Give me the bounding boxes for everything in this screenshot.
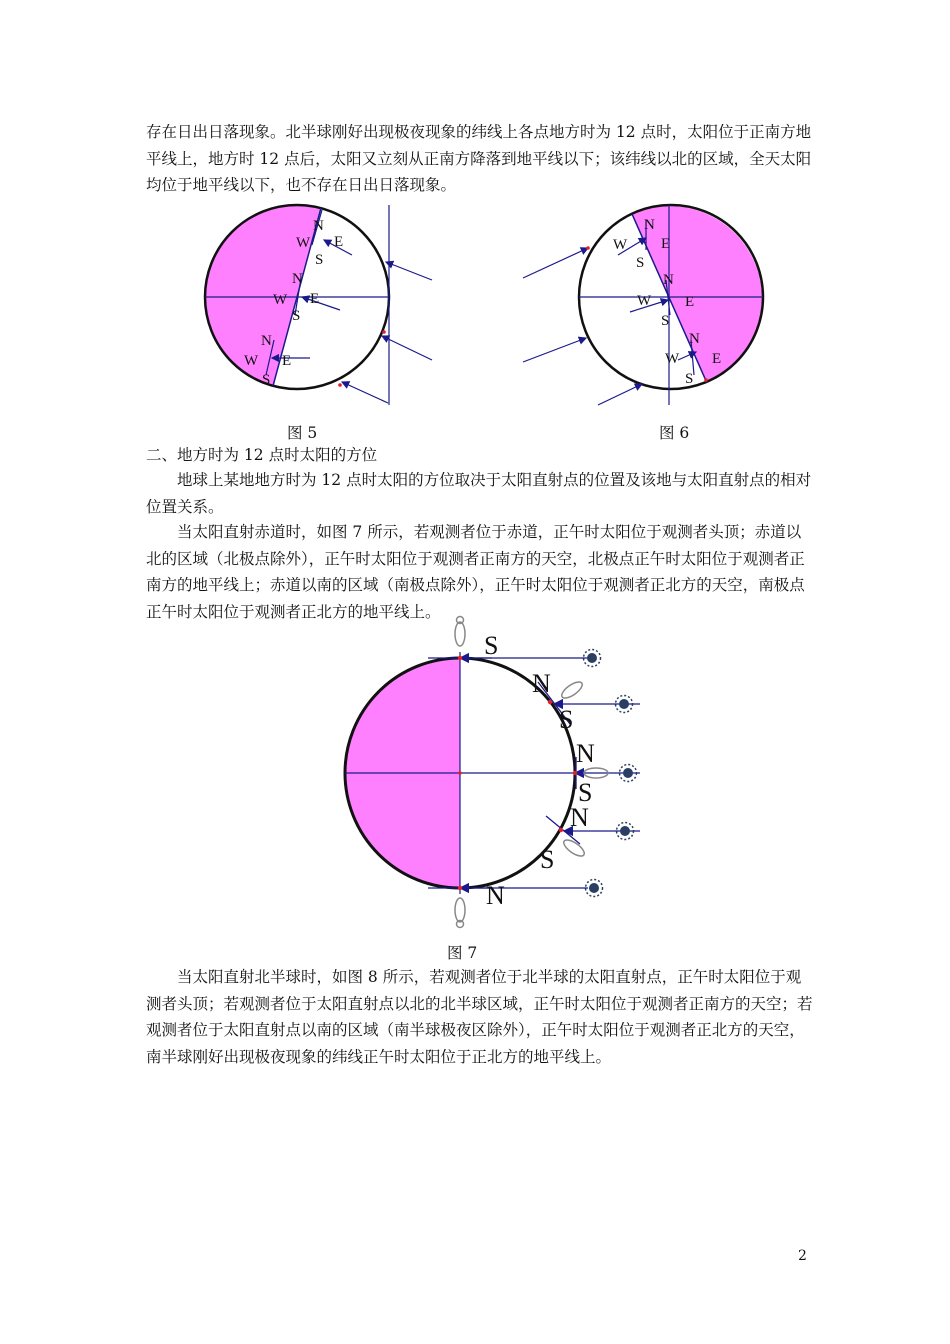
label-w: W: [244, 353, 259, 369]
observer-icon: [455, 898, 465, 928]
section-heading: 二、地方时为 12 点时太阳的方位: [146, 446, 378, 464]
label-w: W: [637, 293, 652, 309]
figure-5: [200, 200, 440, 410]
label-s: S: [315, 252, 324, 268]
label-s: S: [559, 705, 574, 734]
label-n: N: [261, 333, 272, 349]
sun-icon: [586, 880, 603, 897]
observer-icon: [455, 617, 465, 647]
label-s: S: [578, 778, 593, 807]
label-s: S: [661, 313, 670, 329]
paragraph-4: 当太阳直射北半球时，如图 8 所示，若观测者位于北半球的太阳直射点，正午时太阳位于观测者头顶；若观测者位于太阳直射点以北的北半球区域，正午时太阳位于观测者正南方的天空；若观测者位于太阳直射点以南的区域（南半球极夜区除外），正午时太阳位于观测者正北方的天空，南半球刚好出现极夜现象的纬线正午时太阳位于正北方的地平线上。: [146, 968, 813, 1066]
label-e: E: [661, 236, 671, 252]
figure-7: [340, 612, 650, 930]
label-e: E: [685, 294, 695, 310]
figure-7-caption: 图 7: [447, 944, 478, 962]
label-n: N: [644, 217, 655, 233]
label-n: N: [486, 881, 505, 910]
label-s: S: [292, 308, 301, 324]
label-s: S: [484, 631, 499, 660]
marker-dot: [382, 330, 386, 334]
label-n: N: [532, 669, 551, 698]
marker-dot: [704, 378, 708, 382]
label-w: W: [273, 292, 288, 308]
paragraph-2: 地球上某地地方时为 12 点时太阳的方位取决于太阳直射点的位置及该地与太阳直射点的相对位置关系。: [146, 471, 812, 516]
label-e: E: [282, 353, 292, 369]
marker-dot: [586, 246, 590, 250]
night-region: [205, 205, 324, 386]
label-w: W: [613, 237, 628, 253]
paragraph-1: 存在日出日落现象。北半球刚好出现极夜现象的纬线上各点地方时为 12 点时，太阳位于正南方地平线上，地方时 12 点后，太阳又立刻从正南方降落到地平线以下；该纬线以北的区域，全天太阳均位于地平线以下，也不存在日出日落现象。: [146, 123, 812, 194]
observer-icon: [561, 837, 586, 859]
label-e: E: [712, 351, 722, 367]
label-e: E: [334, 234, 344, 250]
label-n: N: [292, 271, 303, 287]
label-n: N: [576, 739, 595, 768]
page-number: 2: [798, 1248, 807, 1264]
label-s: S: [262, 372, 271, 388]
figure-6-caption: 图 6: [659, 424, 690, 442]
label-s: S: [540, 845, 555, 874]
label-w: W: [665, 351, 680, 367]
label-n: N: [689, 331, 700, 347]
paragraph-3: 当太阳直射赤道时，如图 7 所示，若观测者位于赤道，正午时太阳位于观测者头顶；赤道以北的区域（北极点除外），正午时太阳位于观测者正南方的天空，北极点正午时太阳位于观测者正南方的地平线上；赤道以南的区域（南极点除外），正午时太阳位于观测者正北方的天空，南极点正午时太阳位于观测者正北方的地平线上。: [146, 523, 805, 621]
label-e: E: [310, 291, 320, 307]
figure-6: [518, 200, 768, 410]
label-n: N: [570, 803, 589, 832]
label-w: W: [296, 235, 311, 251]
figure-5-caption: 图 5: [287, 424, 318, 442]
label-s: S: [636, 255, 645, 271]
label-n: N: [313, 218, 324, 234]
label-n: N: [663, 272, 674, 288]
label-s: S: [685, 371, 694, 387]
marker-dot: [338, 383, 342, 387]
observer-icon: [559, 679, 584, 701]
